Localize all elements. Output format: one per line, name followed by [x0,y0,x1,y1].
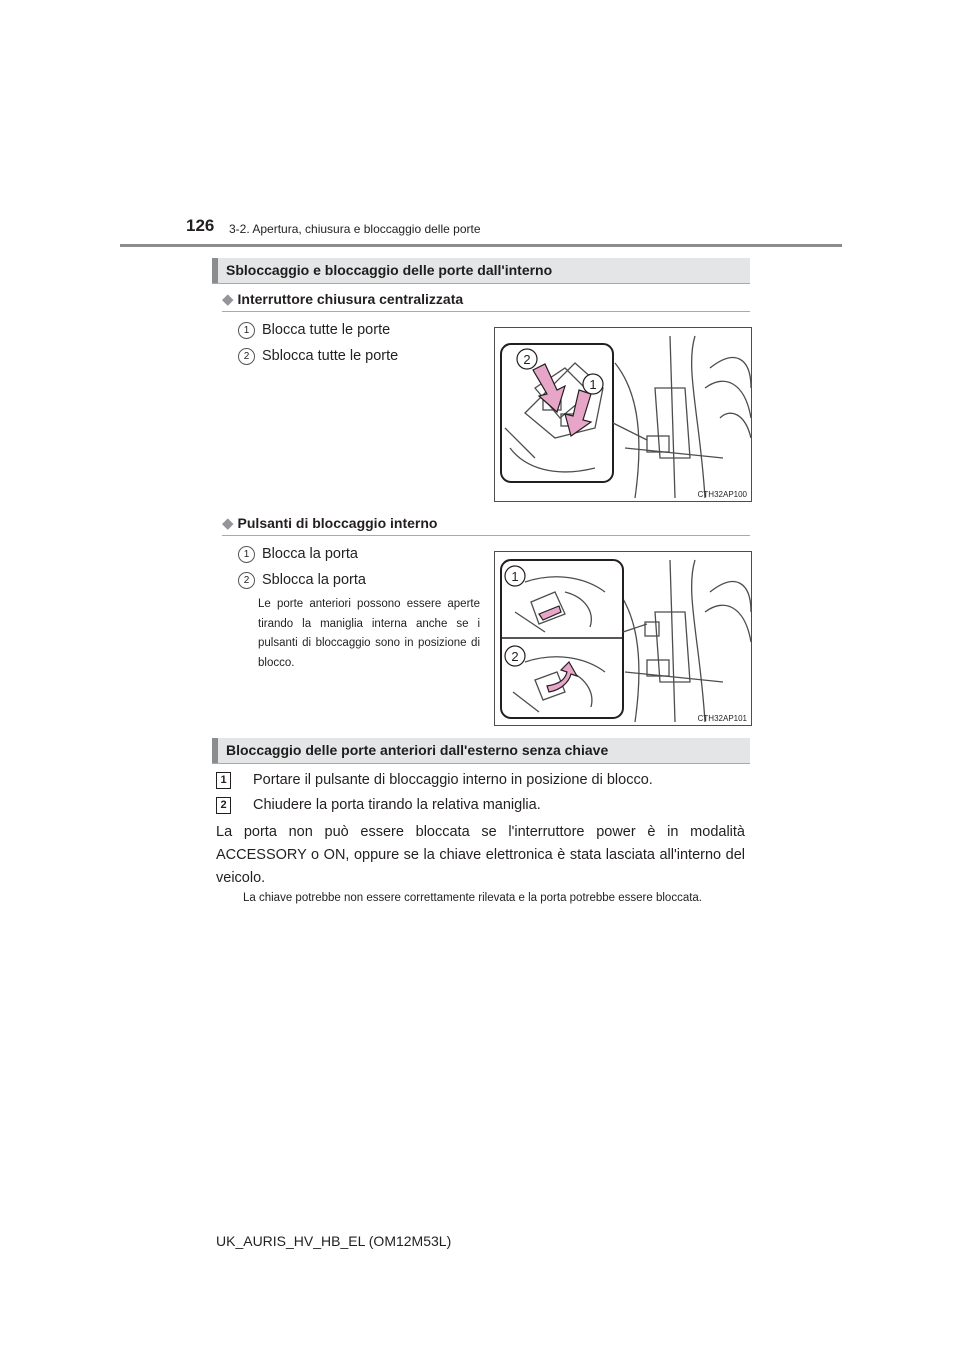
diamond-icon: ◆ [222,515,234,532]
lock-button-illustration [495,552,751,725]
section-marker [212,738,218,763]
door-switch-illustration [495,328,751,501]
section-title: Bloccaggio delle porte anteriori dall'esterno senza chiave [226,742,609,758]
item-text: Sblocca la porta [262,572,366,588]
list-item [238,348,398,365]
figure-lock-buttons [494,551,752,726]
callout-label: 1 [511,569,519,584]
page-number: 126 [186,216,215,235]
subheading-rule [222,535,750,536]
diamond-icon: ◆ [222,291,234,308]
step-text: Portare il pulsante di bloccaggio interno in posizione di blocco. [253,772,653,788]
list-item [238,322,390,339]
section-title: Sbloccaggio e bloccaggio delle porte dall'interno [226,262,553,278]
callout-label: 2 [511,649,519,664]
step-number: 2 [216,797,231,814]
step-item [216,797,541,814]
figure-code: CTH32AP101 [697,714,747,723]
small-note: La chiave potrebbe non essere correttamente rilevata e la porta potrebbe essere bloccata. [243,892,703,904]
body-paragraph: La porta non può essere bloccata se l'interruttore power è in modalità ACCESSORY o ON, oppure se la chiave elettronica è stata lasciata all'interno del veicolo. [216,824,745,886]
subheading-rule [222,311,750,312]
step-number: 1 [216,772,231,789]
list-item [238,546,358,563]
subheading-lock-buttons [222,514,437,532]
section-heading-interior [212,258,750,284]
item-text: Sblocca tutte le porte [262,348,399,364]
item-text: Blocca tutte le porte [262,322,391,338]
callout-label: 2 [523,352,531,367]
callout-number: 2 [238,348,255,365]
list-item [238,572,366,589]
section-marker [212,258,218,283]
step-text: Chiudere la porta tirando la relativa maniglia. [253,797,541,813]
callout-number: 1 [238,546,255,563]
figure-central-lock-switch [494,327,752,502]
callout-number: 1 [238,322,255,339]
callout-number: 2 [238,572,255,589]
header-rule [120,244,842,247]
footer-doc-code: UK_AURIS_HV_HB_EL (OM12M53L) [216,1233,452,1249]
lock-button-note: Le porte anteriori possono essere aperte tirando la maniglia interna anche se i pulsanti di bloccaggio sono in posizione di blocco. [258,598,480,669]
figure-code: CTH32AP100 [697,490,747,499]
item-text: Blocca la porta [262,546,358,562]
running-head: 3-2. Apertura, chiusura e bloccaggio delle porte [229,222,481,236]
subheading-text: Interruttore chiusura centralizzata [237,291,464,307]
section-heading-exterior [212,738,750,764]
callout-label: 1 [589,377,597,392]
subheading-text: Pulsanti di bloccaggio interno [237,515,438,531]
subheading-central-lock [222,290,463,308]
step-item [216,772,653,789]
